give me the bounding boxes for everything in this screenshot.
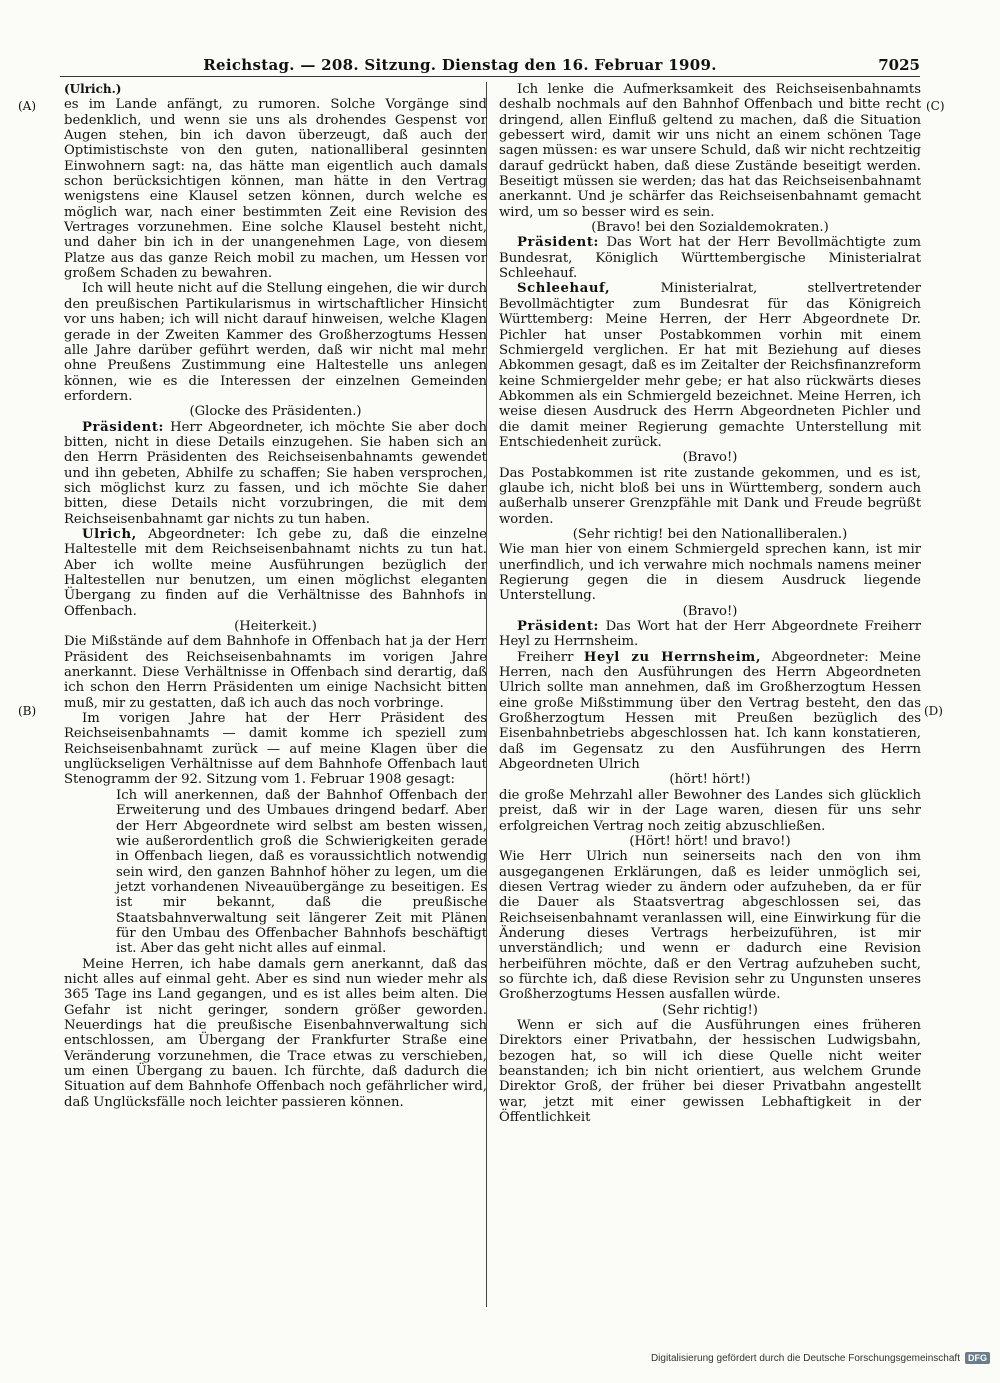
left-column <box>64 82 487 1110</box>
reaction: (Glocke des Präsidenten.) <box>189 404 362 420</box>
reaction: (Hört! hört! und bravo!) <box>629 833 791 849</box>
speech-praesident: Präsident: Das Wort hat der Herr Abgeordnete Freiherr Heyl zu Herrnsheim. <box>499 619 921 650</box>
paragraph: Meine Herren, ich habe damals gern anerkannt, daß das nicht alles auf einmal geht. Aber es sind nun wieder mehr als 365 Tage ins Land gegangen, und es ist alles beim alten. Die Gefahr ist nicht geringer, sondern größer geworden. Neuerdings hat die preußische Eisenbahnverwaltung sich entschlossen, am Übergang der Frankfurter Straße eine Veränderung vorzunehmen, die Trace etwas zu verschieben, um einen Übergang zu bauen. Ich fürchte, daß dadurch die Situation auf dem Bahnhofe Offenbach noch gefährlicher wird, daß Unglücksfälle noch leichter passieren können. <box>64 956 487 1110</box>
margin-mark-c: (C) <box>926 99 945 113</box>
paragraph: Wie Herr Ulrich nun seinerseits nach den von ihm ausgegangenen Erklärungen, daß es leider unmöglich sei, diesen Vertrag wieder zu ändern oder aufzuheben, da er für die Dauer als Staatsvertrag abgeschlossen sei, das Reichseisenbahnamt veranlassen will, eine Einwirkung für die Änderung dieses Vertrags herbeizuführen, ist mir unverständlich; und wenn er dadurch eine Revision herbeiführen möchte, daß er den Vertrag aufzuheben sucht, so fürchte ich, daß diese Revision sehr zu Ungunsten unseres Großherzogtums Hessen ausfallen würde. <box>499 849 921 1003</box>
reaction: (Heiterkeit.) <box>234 619 317 635</box>
reaction: (Sehr richtig!) <box>662 1002 758 1018</box>
page-number: 7025 <box>878 56 920 74</box>
speech-schleehauf: Schleehauf, Ministerialrat, stellvertretender Bevollmächtigter zum Bundesrat für das Königreich Württemberg: Meine Herren, der Herr Abgeordnete Dr. Pichler hat unser Postabkommen vorhin mit einem Schmiergeld verglichen. Er hat mit Beziehung auf dieses Abkommen gesagt, daß es im Zeitalter der Reichsfinanzreform keine Schmiergelder mehr gebe; er hat also rückwärts dieses Abkommen als ein Schmiergeld bezeichnet. Meine Herren, ich weise diesen Ausdruck des Herrn Abgeordneten Pichler und die damit meiner Regierung gemachte Unterstellung mit Entschiedenheit zurück. <box>499 281 921 450</box>
digitization-footer <box>651 1352 990 1364</box>
reaction: (Sehr richtig! bei den Nationalliberalen.) <box>572 526 848 542</box>
right-column <box>499 82 921 1125</box>
paragraph: Wenn er sich auf die Ausführungen eines früheren Direktors einer Privatbahn, der hessischen Ludwigsbahn, bezogen hat, so will ich diese Quelle nicht weiter beanstanden; ich bin nicht orientiert, aus welchem Grunde Direktor Groß, der früher bei dieser Privatbahn angestellt war, jetzt mit einer gewissen Lebhaftigkeit in der Öffentlichkeit <box>499 1017 921 1126</box>
speech-heyl: Freiherr Heyl zu Herrnsheim, Abgeordneter: Meine Herren, nach den Ausführungen des Herrn Abgeordneten Ulrich sollte man annehmen, daß im Großherzogtum Hessen eine große Mißstimmung über den Vertrag besteht, den das Großherzogtum Hessen mit Preußen bezüglich des Eisenbahnbetriebs abgeschlossen hat. Ich kann konstatieren, daß im Gegensatz zu den Ausführungen des Herrn Abgeordneten Ulrich <box>499 649 921 773</box>
reaction: (Bravo!) <box>682 450 738 466</box>
dfg-logo: DFG <box>965 1352 990 1364</box>
running-speaker: (Ulrich.) <box>64 82 122 96</box>
speech-ulrich: Ulrich, Abgeordneter: Ich gebe zu, daß die einzelne Haltestelle mit dem Reichseisenbahnamt nichts zu tun hat. Aber ich wollte meine Ausführungen bezüglich der Haltestellen nur benutzen, um einen möglichst eleganten Übergang zu finden auf die Verhältnisse des Bahnhofs in Offenbach. <box>64 526 487 619</box>
page-header <box>60 52 920 77</box>
paragraph: die große Mehrzahl aller Bewohner des Landes sich glücklich preist, daß wir in der Lage waren, diesen für uns sehr erfolgreichen Vertrag noch zeitig abzuschließen. <box>499 787 921 834</box>
margin-mark-d: (D) <box>924 704 943 718</box>
paragraph: Ich lenke die Aufmerksamkeit des Reichseisenbahnamts deshalb nochmals auf den Bahnhof Offenbach und bitte recht dringend, allen Einfluß geltend zu machen, daß die Situation gebessert wird, damit wir uns nicht an einem schönen Tage sagen müssen: es war unsere Schuld, daß wir nicht rechtzeitig darauf gedrückt haben, daß diese Zustände beseitigt werden. Beseitigt müssen sie werden; das hat das Reichseisenbahnamt anerkannt. Und je schärfer das Reichseisenbahnamt gemacht wird, um so besser wird es sein. <box>499 82 921 220</box>
paragraph: Wie man hier von einem Schmiergeld sprechen kann, ist mir unerfindlich, und ich verwahre mich nochmals namens meiner Regierung gegen die in diesem Ausdruck liegende Unterstellung. <box>499 542 921 604</box>
paragraph: es im Lande anfängt, zu rumoren. Solche Vorgänge sind bedenklich, und wenn sie uns als drohendes Gespenst vor Augen stehen, bin ich davon überzeugt, daß auch der Optimistischste von den guten, nationalliberal gesinnten Einwohnern sagt: na, das hätte man eigentlich auch damals schon berücksichtigen können, man hätte in den Vertrag wenigstens eine Klausel setzen können, durch welche es möglich war, nach einer bestimmten Zeit eine Revision des Vertrages vorzunehmen. Eine solche Klausel besteht nicht, und daher bin ich in der unangenehmen Lage, von diesem Platze aus das ganze Reich mobil zu machen, um Hessen vor großem Schaden zu bewahren. <box>64 97 487 282</box>
speech-praesident: Präsident: Das Wort hat der Herr Bevollmächtigte zum Bundesrat, Königlich Württembergische Ministerialrat Schleehauf. <box>499 235 921 282</box>
reaction: (hört! hört!) <box>669 772 751 788</box>
reaction: (Bravo!) <box>682 603 738 619</box>
paragraph: Das Postabkommen ist rite zustande gekommen, und es ist, glaube ich, nicht bloß bei uns in Württemberg, sondern auch außerhalb unserer Grenzpfähle mit Dank und Freude begrüßt worden. <box>499 465 921 527</box>
paragraph: Im vorigen Jahre hat der Herr Präsident des Reichseisenbahnamts — damit komme ich speziell zum Reichseisenbahnamt zurück — auf meine Klagen über die unglückseligen Verhältnisse auf dem Bahnhofe Offenbach laut Stenogramm der 92. Sitzung vom 1. Februar 1908 gesagt: <box>64 711 487 788</box>
running-title: Reichstag. — 208. Sitzung. Dienstag den 16. Februar 1909. <box>203 56 717 74</box>
reaction: (Bravo! bei den Sozialdemokraten.) <box>591 220 829 236</box>
paragraph: Ich will heute nicht auf die Stellung eingehen, die wir durch den preußischen Partikularismus in wirtschaftlicher Hinsicht vor uns haben; ich will nicht darauf hinweisen, welche Klagen gerade in der Zweiten Kammer des Großherzogtums Hessen alle Jahre darüber geführt werden, daß wir nicht mal mehr ohne Preußens Zustimmung eine Haltestelle uns anlegen können, wie es die Interessen der einzelnen Gemeinden erfordern. <box>64 281 487 404</box>
footer-text: Digitalisierung gefördert durch die Deutsche Forschungsgemeinschaft <box>650 1352 960 1364</box>
margin-mark-a: (A) <box>18 99 37 113</box>
paragraph: Die Mißstände auf dem Bahnhofe in Offenbach hat ja der Herr Präsident des Reichseisenbahnamts im vorigen Jahre anerkannt. Diese Verhältnisse in Offenbach sind derartig, daß ich schon den Herrn Präsidenten um einige Nachsicht bitten muß, mir zu gestatten, daß ich auch das noch vorbringe. <box>64 634 487 711</box>
quotation: Ich will anerkennen, daß der Bahnhof Offenbach der Erweiterung und des Umbaues dringend bedarf. Aber der Herr Abgeordnete wird selbst am besten wissen, wie außerordentlich groß die Schwierigkeiten gerade in Offenbach liegen, daß es voraussichtlich notwendig sein wird, den ganzen Bahnhof höher zu legen, um die jetzt vorhandenen Niveauübergänge zu beseitigen. Es ist mir bekannt, daß die preußische Staatsbahnverwaltung seit längerer Zeit mit Plänen für den Umbau des Offenbacher Bahnhofs beschäftigt ist. Aber das geht nicht alles auf einmal. <box>116 787 487 957</box>
margin-mark-b: (B) <box>18 704 37 718</box>
speech-praesident: Präsident: Herr Abgeordneter, ich möchte Sie aber doch bitten, nicht in diese Details einzugehen. Sie haben sich an den Herrn Präsidenten des Reichseisenbahnamts gewendet und ihn gebeten, Abhilfe zu schaffen; Sie haben versprochen, sich möglichst kurz zu fassen, und ich möchte Sie daher bitten, diese Details nicht vorzubringen, die mit dem Reichseisenbahnamt gar nichts zu tun haben. <box>64 419 487 527</box>
